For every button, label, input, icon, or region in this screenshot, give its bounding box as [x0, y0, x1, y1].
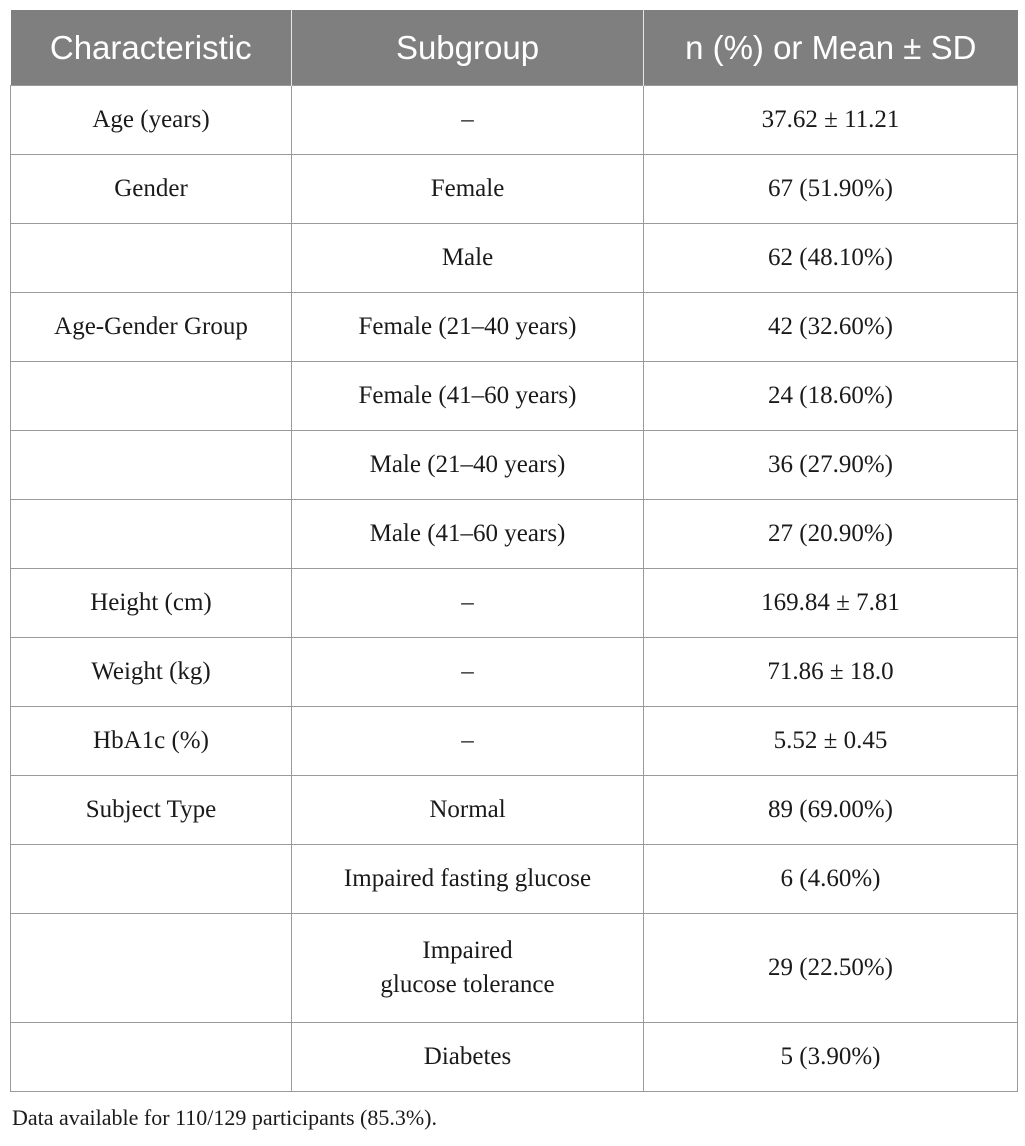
table-row — [11, 86, 1018, 155]
table-row — [11, 1023, 1018, 1092]
characteristics-table-container — [10, 10, 1017, 1092]
cell-subgroup: Diabetes — [292, 1023, 644, 1092]
cell-value: 89 (69.00%) — [644, 776, 1018, 845]
cell-value: 71.86 ± 18.0 — [644, 638, 1018, 707]
table-row — [11, 638, 1018, 707]
table-footnote: Data available for 110/129 participants (85.3%). — [12, 1105, 437, 1130]
cell-subgroup: – — [292, 569, 644, 638]
cell-subgroup: – — [292, 638, 644, 707]
cell-value: 37.62 ± 11.21 — [644, 86, 1018, 155]
cell-characteristic — [11, 914, 292, 1023]
cell-characteristic: HbA1c (%) — [11, 707, 292, 776]
cell-subgroup: Male — [292, 224, 644, 293]
table-header-row — [11, 10, 1018, 86]
table-row — [11, 155, 1018, 224]
table-row — [11, 224, 1018, 293]
cell-value: 5 (3.90%) — [644, 1023, 1018, 1092]
cell-value: 62 (48.10%) — [644, 224, 1018, 293]
cell-subgroup: Male (21–40 years) — [292, 431, 644, 500]
cell-subgroup: – — [292, 707, 644, 776]
cell-characteristic — [11, 224, 292, 293]
cell-characteristic: Age-Gender Group — [11, 293, 292, 362]
cell-characteristic: Weight (kg) — [11, 638, 292, 707]
cell-subgroup — [292, 914, 644, 1023]
cell-characteristic: Age (years) — [11, 86, 292, 155]
characteristics-table — [10, 10, 1018, 1092]
header-characteristic: Characteristic — [11, 10, 292, 86]
cell-subgroup: Female — [292, 155, 644, 224]
cell-characteristic: Height (cm) — [11, 569, 292, 638]
cell-characteristic — [11, 500, 292, 569]
header-subgroup: Subgroup — [292, 10, 644, 86]
cell-characteristic — [11, 845, 292, 914]
cell-characteristic — [11, 362, 292, 431]
cell-value: 24 (18.60%) — [644, 362, 1018, 431]
table-row — [11, 431, 1018, 500]
cell-subgroup: Male (41–60 years) — [292, 500, 644, 569]
cell-subgroup: Normal — [292, 776, 644, 845]
table-row — [11, 362, 1018, 431]
cell-subgroup-line: glucose tolerance — [380, 971, 555, 998]
cell-subgroup: Female (41–60 years) — [292, 362, 644, 431]
table-row — [11, 500, 1018, 569]
cell-subgroup-line: Impaired — [422, 937, 513, 964]
cell-value: 67 (51.90%) — [644, 155, 1018, 224]
table-row — [11, 776, 1018, 845]
cell-characteristic: Gender — [11, 155, 292, 224]
cell-value: 169.84 ± 7.81 — [644, 569, 1018, 638]
cell-characteristic: Subject Type — [11, 776, 292, 845]
cell-subgroup: – — [292, 86, 644, 155]
table-row — [11, 293, 1018, 362]
cell-value: 42 (32.60%) — [644, 293, 1018, 362]
table-row — [11, 845, 1018, 914]
table-row — [11, 914, 1018, 1023]
table-row — [11, 569, 1018, 638]
header-value: n (%) or Mean ± SD — [644, 10, 1018, 86]
cell-characteristic — [11, 431, 292, 500]
cell-value: 5.52 ± 0.45 — [644, 707, 1018, 776]
cell-value: 36 (27.90%) — [644, 431, 1018, 500]
cell-value: 27 (20.90%) — [644, 500, 1018, 569]
cell-value: 6 (4.60%) — [644, 845, 1018, 914]
cell-subgroup: Impaired fasting glucose — [292, 845, 644, 914]
cell-characteristic — [11, 1023, 292, 1092]
table-row — [11, 707, 1018, 776]
cell-subgroup: Female (21–40 years) — [292, 293, 644, 362]
cell-value: 29 (22.50%) — [644, 914, 1018, 1023]
